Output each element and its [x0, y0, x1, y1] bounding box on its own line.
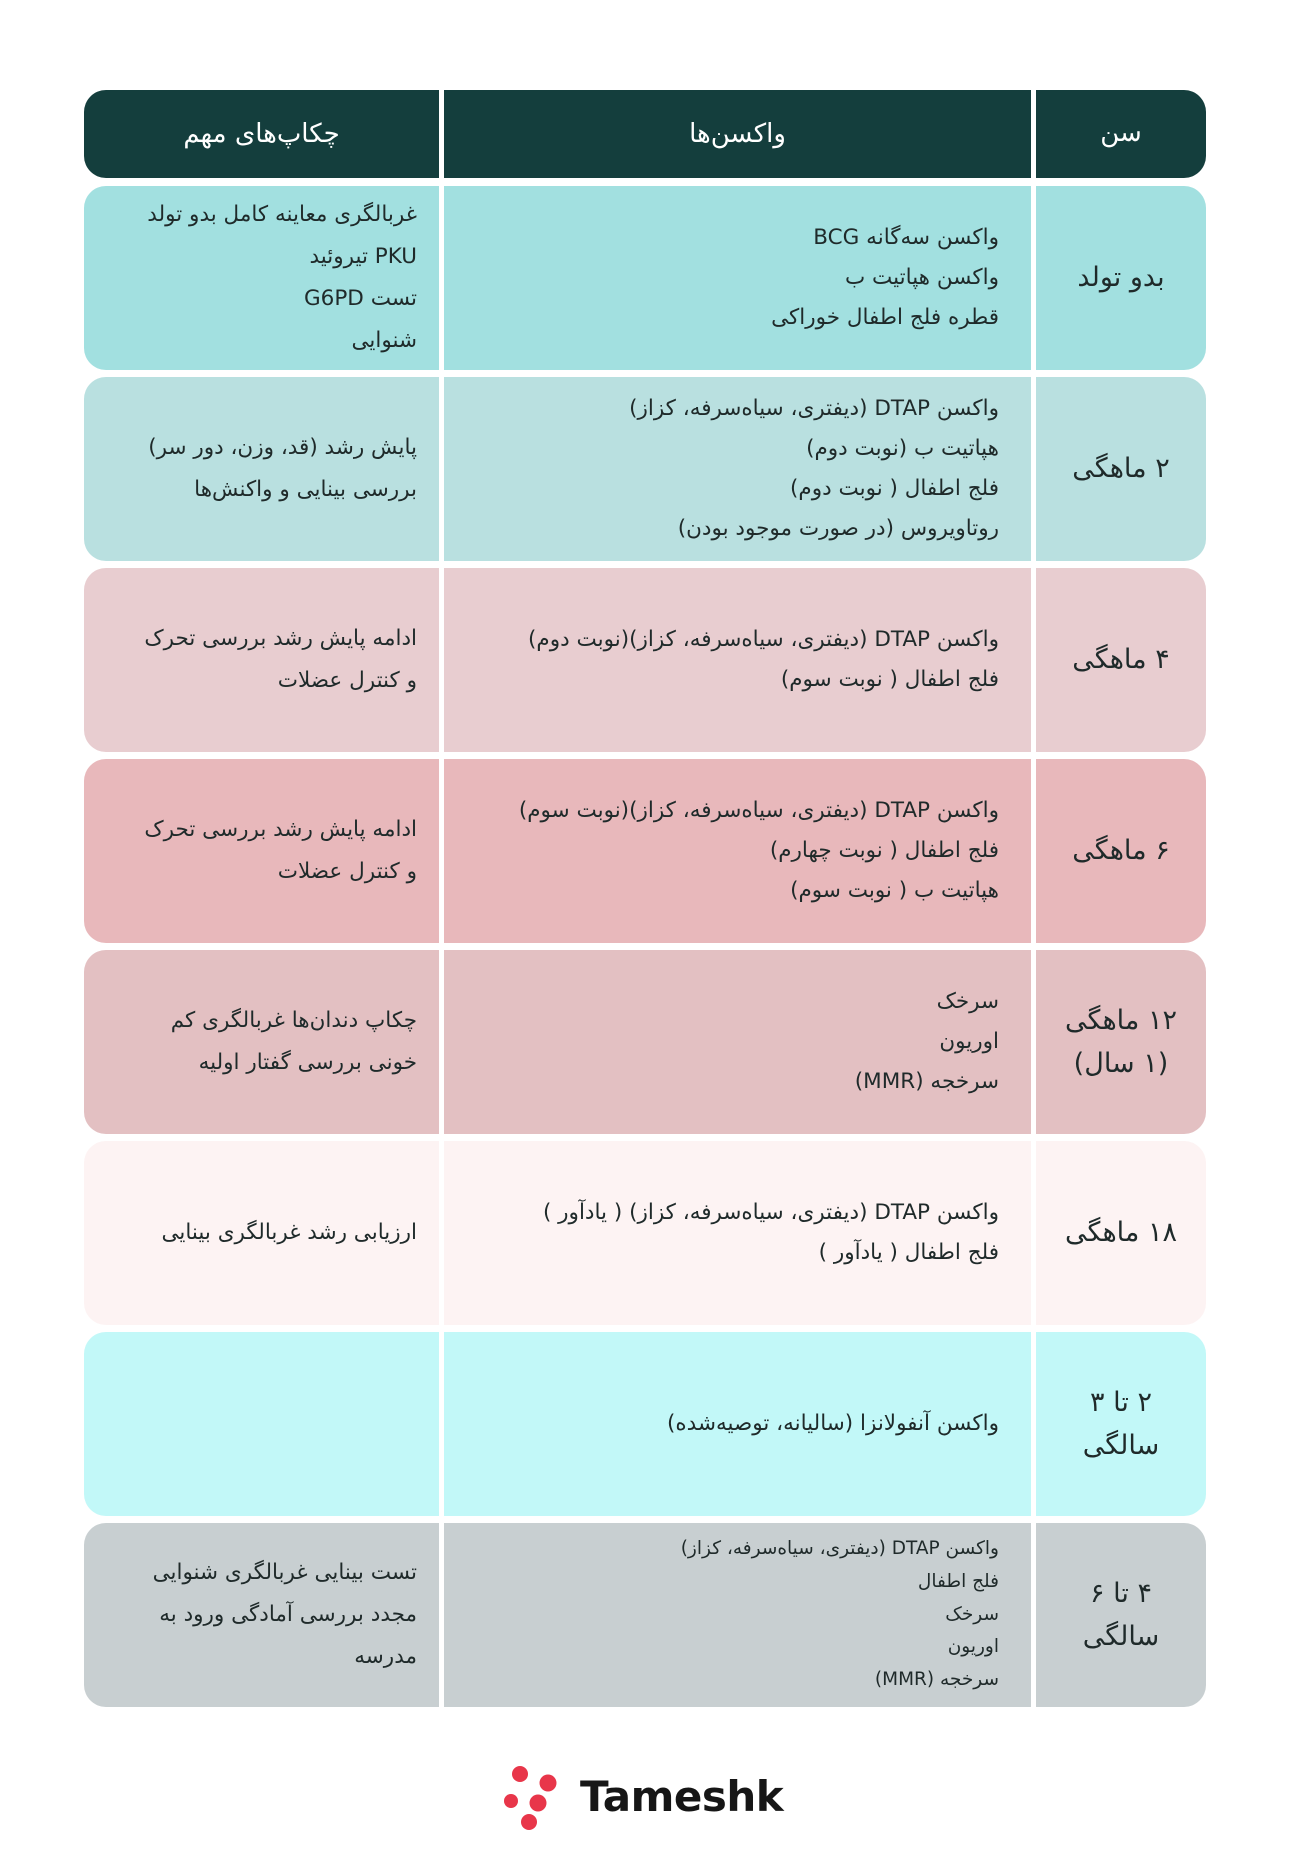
table-row: [84, 950, 1206, 1134]
header-vaccines: واکسن‌ها: [444, 90, 1031, 178]
checkups-line: تست بینایی غربالگری شنوایی: [152, 1560, 417, 1586]
table-body: [84, 186, 1206, 1707]
vaccines-line: واکسن سه‌گانه BCG: [813, 225, 999, 251]
checkups-line: پایش رشد (قد، وزن، دور سر): [148, 435, 417, 461]
vaccines-line: واکسن DTAP (دیفتری، سیاه‌سرفه، کزاز) ( یادآور ): [542, 1200, 999, 1226]
vaccines-line: قطره فلج اطفال خوراکی: [771, 304, 999, 330]
vaccines-line: فلج اطفال ( نوبت چهارم): [769, 838, 999, 864]
checkups-line: مجدد بررسی آمادگی ورود به: [159, 1602, 417, 1628]
age-line: ۴ ماهگی: [1072, 644, 1170, 676]
age-line: ۱۸ ماهگی: [1065, 1217, 1177, 1249]
checkups-line: ارزیابی رشد غربالگری بینایی: [161, 1220, 417, 1246]
vaccines-line: روتاویروس (در صورت موجود بودن): [677, 515, 999, 541]
age-line: ۶ ماهگی: [1072, 835, 1170, 867]
vaccines-cell: [444, 568, 1031, 752]
brand-logo: [498, 1758, 798, 1834]
vaccines-cell: [444, 1332, 1031, 1516]
checkups-cell: [84, 1332, 439, 1516]
raspberry-icon: [498, 1760, 570, 1832]
checkups-cell: [84, 377, 439, 561]
table-row: [84, 186, 1206, 370]
age-cell: [1036, 186, 1206, 370]
checkups-cell: [84, 1141, 439, 1325]
vaccines-line: اوریون: [939, 1029, 999, 1055]
vaccines-line: اوریون: [947, 1636, 999, 1658]
checkups-line: ادامه پایش رشد بررسی تحرک: [144, 626, 417, 652]
table-header: [84, 90, 1206, 178]
vaccines-line: فلج اطفال ( نوبت سوم): [780, 667, 999, 692]
age-line: ۲ ماهگی: [1072, 453, 1170, 485]
checkups-cell: [84, 186, 439, 370]
vaccines-line: واکسن DTAP (دیفتری، سیاه‌سرفه، کزاز)(نوبت سوم): [518, 798, 999, 824]
checkups-line: مدرسه: [354, 1643, 417, 1669]
header-age: سن: [1036, 90, 1206, 178]
age-cell: [1036, 950, 1206, 1134]
age-line: ۱۲ ماهگی: [1065, 1004, 1177, 1036]
vaccines-line: فلج اطفال: [917, 1570, 999, 1592]
table-row: [84, 1523, 1206, 1707]
age-cell: [1036, 1141, 1206, 1325]
vaccines-line: سرخجه (MMR): [874, 1669, 999, 1691]
table-row: [84, 759, 1206, 943]
vaccines-line: فلج اطفال ( نوبت دوم): [790, 476, 999, 501]
vaccines-cell: [444, 377, 1031, 561]
checkups-line: PKU تیروئید: [309, 244, 417, 270]
age-cell: [1036, 377, 1206, 561]
vaccines-cell: [444, 759, 1031, 943]
checkups-line: و کنترل عضلات: [277, 859, 417, 884]
checkups-line: ادامه پایش رشد بررسی تحرک: [144, 817, 417, 843]
checkups-line: بررسی بینایی و واکنش‌ها: [194, 477, 417, 502]
vaccines-line: هپاتیت ب (نوبت دوم): [806, 436, 999, 462]
vaccines-cell: [444, 1523, 1031, 1707]
checkups-cell: [84, 759, 439, 943]
vaccination-table: [84, 90, 1206, 1714]
vaccines-cell: [444, 950, 1031, 1134]
vaccines-line: واکسن آنفولانزا (سالیانه، توصیه‌شده): [667, 1411, 999, 1437]
vaccines-line: واکسن DTAP (دیفتری، سیاه‌سرفه، کزاز): [680, 1537, 999, 1559]
vaccines-cell: [444, 1141, 1031, 1325]
table-row: [84, 568, 1206, 752]
checkups-line: شنوایی: [351, 327, 417, 353]
age-line: ۴ تا ۶: [1090, 1577, 1152, 1609]
vaccines-line: واکسن هپاتیت ب: [844, 265, 999, 291]
vaccines-line: هپاتیت ب ( نوبت سوم): [790, 877, 999, 903]
checkups-cell: [84, 1523, 439, 1707]
table-row: [84, 1332, 1206, 1516]
age-line: بدو تولد: [1077, 262, 1165, 294]
vaccines-line: واکسن DTAP (دیفتری، سیاه‌سرفه، کزاز): [629, 396, 999, 422]
age-line: ۲ تا ۳: [1090, 1386, 1152, 1418]
age-line: سالگی: [1082, 1430, 1160, 1461]
age-line: سالگی: [1082, 1621, 1160, 1652]
age-cell: [1036, 568, 1206, 752]
vaccines-cell: [444, 186, 1031, 370]
checkups-line: و کنترل عضلات: [277, 668, 417, 693]
age-cell: [1036, 1332, 1206, 1516]
checkups-cell: [84, 568, 439, 752]
checkups-line: خونی بررسی گفتار اولیه: [198, 1050, 417, 1075]
age-line: (۱ سال): [1073, 1048, 1169, 1079]
age-cell: [1036, 1523, 1206, 1707]
checkups-line: غربالگری معاینه کامل بدو تولد: [147, 202, 417, 228]
vaccines-line: فلج اطفال ( یادآور ): [818, 1240, 999, 1265]
vaccines-line: سرخک: [945, 1603, 999, 1625]
brand-name: Tameshk: [580, 1771, 784, 1821]
vaccines-line: سرخک: [936, 989, 999, 1015]
checkups-cell: [84, 950, 439, 1134]
vaccines-line: واکسن DTAP (دیفتری، سیاه‌سرفه، کزاز)(نوبت دوم): [528, 627, 999, 653]
checkups-line: چکاپ دندان‌ها غربالگری کم: [170, 1008, 417, 1034]
age-cell: [1036, 759, 1206, 943]
header-checkups: چکاپ‌های مهم: [84, 90, 439, 178]
vaccines-line: سرخجه (MMR): [854, 1068, 999, 1094]
table-row: [84, 377, 1206, 561]
checkups-line: تست G6PD: [304, 286, 417, 311]
table-row: [84, 1141, 1206, 1325]
